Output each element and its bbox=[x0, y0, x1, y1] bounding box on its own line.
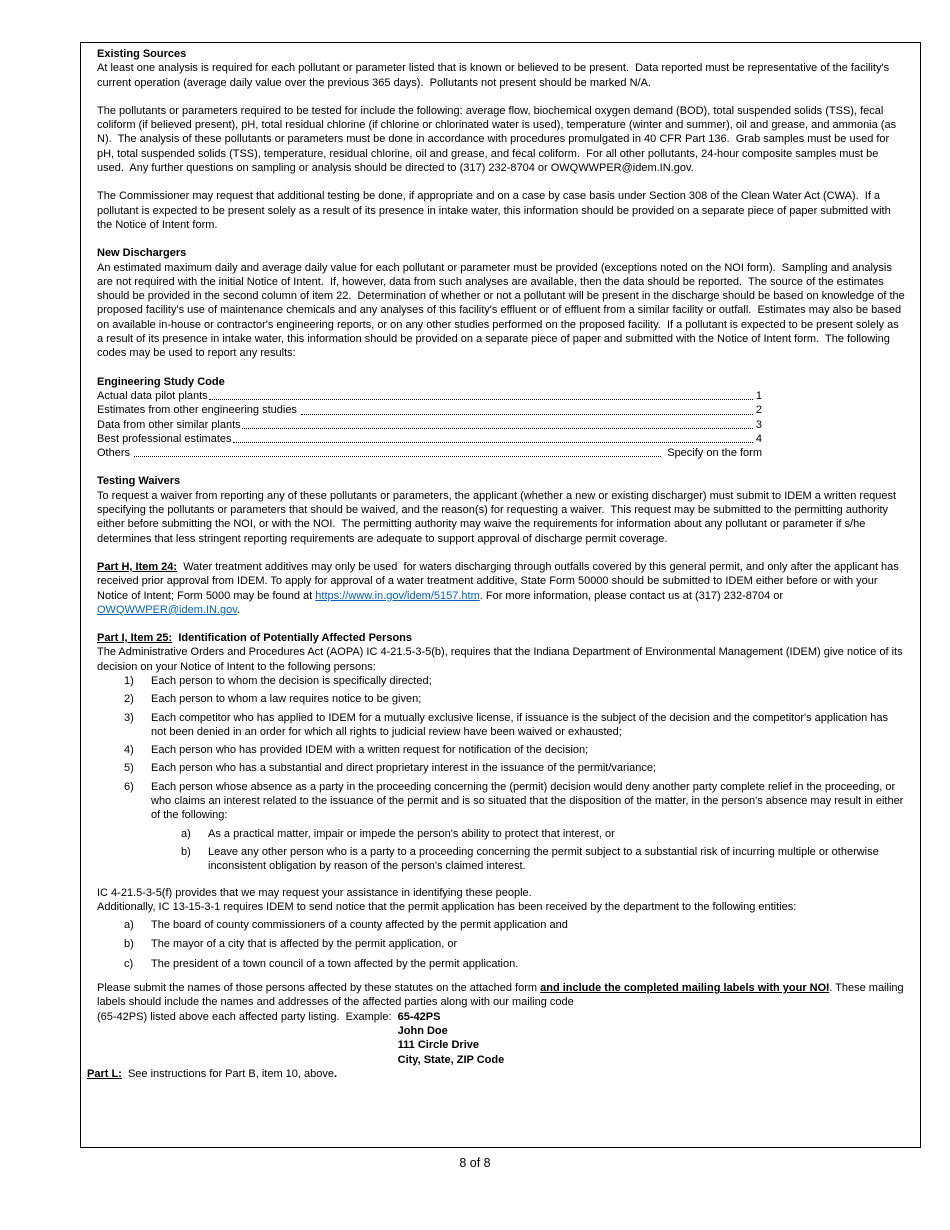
list-item-marker: 1) bbox=[124, 674, 134, 687]
example-line: 65-42PS bbox=[397, 1010, 441, 1023]
section-heading-engineering-study-code: Engineering Study Code bbox=[97, 375, 225, 388]
list-item-text: Each person to whom a law requires notice to be given; bbox=[151, 693, 422, 706]
code-row bbox=[97, 432, 762, 446]
section-heading-new-dischargers: New Dischargers bbox=[97, 247, 187, 260]
text-run: See instructions for Part B, item 10, above bbox=[121, 1067, 335, 1080]
list-item-marker: a) bbox=[181, 827, 191, 840]
text-run: Part I, Item 25: bbox=[97, 632, 173, 645]
link[interactable]: https://www.in.gov/idem/5157.htm bbox=[315, 589, 480, 602]
text-run: Identification of Potentially Affected Persons bbox=[172, 632, 412, 645]
leader-dots bbox=[134, 456, 661, 457]
mailing-labels-paragraph bbox=[97, 981, 905, 1010]
list-item-marker: 3) bbox=[124, 711, 134, 724]
affected-persons-list bbox=[97, 674, 905, 823]
code-value: 4 bbox=[755, 432, 762, 445]
list-item-marker: c) bbox=[124, 957, 134, 970]
part-i-intro-paragraph: The Administrative Orders and Procedures Act (AOPA) IC 4-21.5-3-5(b), requires that the Indiana Department of Environmental Management (IDEM) give notice of its decision on your Notice of Intent to the following persons: bbox=[97, 646, 906, 673]
list-item-text: Leave any other person who is a party to a proceeding concerning the permit subject to a substantial risk of incurring multiple or otherwise inconsistent obligation by reason of the person's claimed interest. bbox=[208, 845, 882, 873]
leader-dots bbox=[209, 399, 753, 400]
code-label: Data from other similar plants bbox=[97, 418, 241, 431]
page-number: 8 of 8 bbox=[459, 1156, 491, 1170]
list-item bbox=[181, 827, 905, 841]
leader-dots bbox=[301, 414, 753, 415]
list-item-text: The mayor of a city that is affected by the permit application, or bbox=[151, 938, 458, 951]
code-value: Specify on the form bbox=[664, 447, 762, 460]
leader-dots bbox=[242, 428, 753, 429]
leader-dots bbox=[233, 442, 753, 443]
code-value: 1 bbox=[755, 389, 762, 402]
example-line: 111 Circle Drive bbox=[397, 1039, 479, 1052]
list-item-text: Each person whose absence as a party in the proceeding concerning the (permit) decision would deny another party complete relief in the proceeding, or who claims an interest related to the issuance of the permit and is so situated that the disposition of the matter, in the person's absence may result in either of the following: bbox=[151, 780, 907, 822]
code-label: Actual data pilot plants bbox=[97, 389, 208, 402]
list-item-marker: 5) bbox=[124, 762, 134, 775]
code-row bbox=[97, 446, 762, 460]
list-item bbox=[124, 743, 905, 757]
list-item-marker: 4) bbox=[124, 744, 134, 757]
text-run: Part H, Item 24: bbox=[97, 560, 178, 573]
new-dischargers-paragraph: An estimated maximum daily and average daily value for each pollutant or parameter must be provided (exceptions noted on the NOI form). Sampling and analysis are not required with the initial Notice of Intent. If, however, data from such analyses are available, then the data should be reported. The source of the estimates should be provided in the second column of item 22. Determination of whether or not a pollutant will be present in the discharge should be based on knowledge of the proposed facility's use of maintenance chemicals and any analyses of this facility's effluent or of effluent from a similar facility or outfall. Estimates may also be based on available in-house or contractor's engineering reports, or on any other studies performed on the proposed facility. If a pollutant is expected to be present solely as a result of its presence in intake water, this information should be provided on a separate piece of paper and submitted with the Notice of Intent form. The following codes may be used to report any results: bbox=[97, 261, 908, 360]
list-item bbox=[124, 674, 905, 688]
code-row bbox=[97, 418, 762, 432]
text-run: Water treatment additives may only be used for waters discharging through outfalls covered by this general permit, and only after the applicant has received prior approval from IDEM. To apply for approval of a water treatment additive, State Form 50000 should be submitted to IDEM either before or with your Notice of Intent; Form 5000 may be found at bbox=[97, 560, 902, 602]
list-item-marker: b) bbox=[181, 845, 191, 858]
code-row bbox=[97, 389, 762, 403]
notified-entities-list bbox=[97, 918, 905, 971]
content-box bbox=[80, 42, 921, 1148]
code-row bbox=[97, 403, 762, 417]
existing-sources-paragraph-3: The Commissioner may request that additional testing be done, if appropriate and on a case by case basis under Section 308 of the Clean Water Act (CWA). If a pollutant is expected to be present solely as a result of its presence in intake water, this information should be provided on a separate piece of paper submitted with the Notice of Intent form. bbox=[97, 190, 894, 231]
mailing-example-address-block bbox=[398, 1010, 505, 1067]
list-item bbox=[124, 761, 905, 775]
list-item bbox=[124, 937, 905, 951]
list-item-text: The president of a town council of a town affected by the permit application. bbox=[151, 957, 519, 970]
part-h-paragraph bbox=[97, 560, 905, 617]
list-item bbox=[181, 845, 905, 874]
code-label: Others bbox=[97, 447, 134, 460]
code-value: 2 bbox=[755, 404, 762, 417]
existing-sources-paragraph-1: At least one analysis is required for each pollutant or parameter listed that is known or believed to be present. Data reported must be representative of the facility's current operation (average daily value over the previous 365 days). Pollutants not present should be marked N/A. bbox=[97, 62, 893, 89]
ic-additional-note: Additionally, IC 13-15-3-1 requires IDEM to send notice that the permit application has been received by the department to the following entities: bbox=[97, 900, 797, 913]
engineering-study-code-table bbox=[97, 389, 762, 460]
list-item-text: Each person who has a substantial and direct proprietary interest in the issuance of the permit/variance; bbox=[151, 762, 657, 775]
text-run: Part L: bbox=[87, 1067, 122, 1080]
text-run: and include the completed mailing labels with your NOI bbox=[540, 982, 830, 995]
text-run: . bbox=[236, 603, 240, 616]
list-item-text: Each person to whom the decision is specifically directed; bbox=[151, 674, 432, 687]
text-run: Please submit the names of those persons affected by these statutes on the attached form bbox=[97, 982, 541, 995]
example-line: John Doe bbox=[397, 1024, 448, 1037]
list-item-text: As a practical matter, impair or impede the person's ability to protect that interest, or bbox=[208, 827, 615, 840]
list-item-marker: b) bbox=[124, 938, 134, 951]
list-item-marker: 2) bbox=[124, 693, 134, 706]
part-l-line bbox=[87, 1067, 905, 1081]
example-line: City, State, ZIP Code bbox=[397, 1053, 505, 1066]
list-item bbox=[124, 918, 905, 932]
list-item-marker: a) bbox=[124, 919, 134, 932]
list-item-marker: 6) bbox=[124, 780, 134, 793]
list-item-text: Each competitor who has applied to IDEM for a mutually exclusive license, if issuance is the subject of the decision and the competitor's application has not been denied in an order for which all rights to judicial review have been waived or exhausted; bbox=[151, 711, 892, 738]
code-label: Estimates from other engineering studies bbox=[97, 404, 300, 417]
mailing-example-label: (65-42PS) listed above each affected party listing. Example: bbox=[97, 1010, 398, 1023]
ic-assistance-note: IC 4-21.5-3-5(f) provides that we may request your assistance in identifying these people. bbox=[97, 886, 532, 899]
existing-sources-paragraph-2: The pollutants or parameters required to be tested for include the following: average flow, biochemical oxygen demand (BOD), total suspended solids (TSS), fecal coliform (if believed present), pH, total residual chlorine (if chlorine or chlorinated water is used), temperature (winter and summer), oil and grease, and ammonia (as N). The analysis of these pollutants or parameters must be done in accordance with procedures promulgated in 40 CFR Part 136. Grab samples must be used for pH, total suspended solids (TSS), temperature, residual chlorine, oil and grease, and fecal coliform. For all other pollutants, 24-hour composite samples must be used. Any further questions on sampling or analysis should be directed to (317) 232-8704 or OWQWWPER@idem.IN.gov. bbox=[97, 104, 900, 175]
list-item-text: The board of county commissioners of a county affected by the permit application and bbox=[151, 919, 568, 932]
list-item bbox=[124, 957, 905, 971]
code-value: 3 bbox=[755, 418, 762, 431]
mailing-example-row bbox=[97, 1010, 905, 1067]
list-item bbox=[124, 711, 905, 740]
list-item bbox=[124, 692, 905, 706]
section-heading-existing-sources: Existing Sources bbox=[97, 48, 187, 60]
testing-waivers-paragraph: To request a waiver from reporting any of these pollutants or parameters, the applicant (whether a new or existing discharger) must submit to IDEM a written request specifying the pollutants or parameters that should be waived, and the reason(s) for requesting a waiver. This request may be submitted to the permitting authority either before submitting the NOI, or with the NOI. The permitting authority may waive the requirements for information about any pollutant or parameter if s/he determines that less stringent reporting requirements are adequate to support approval of discharge permit coverage. bbox=[97, 489, 900, 545]
affected-persons-sublist bbox=[97, 827, 905, 874]
text-run: . These mailing labels should include the names and addresses of the affected parties along with our mailing code bbox=[97, 982, 907, 1009]
list-item-text: Each person who has provided IDEM with a written request for notification of the decision; bbox=[151, 744, 589, 757]
text-run: . bbox=[334, 1067, 338, 1080]
code-label: Best professional estimates bbox=[97, 432, 232, 445]
text-run: . For more information, please contact us at (317) 232-8704 or bbox=[479, 589, 787, 602]
section-heading-part-i bbox=[97, 631, 905, 645]
list-item bbox=[124, 780, 905, 823]
section-heading-testing-waivers: Testing Waivers bbox=[97, 475, 181, 488]
link[interactable]: OWQWWPER@idem.IN.gov bbox=[97, 603, 237, 616]
